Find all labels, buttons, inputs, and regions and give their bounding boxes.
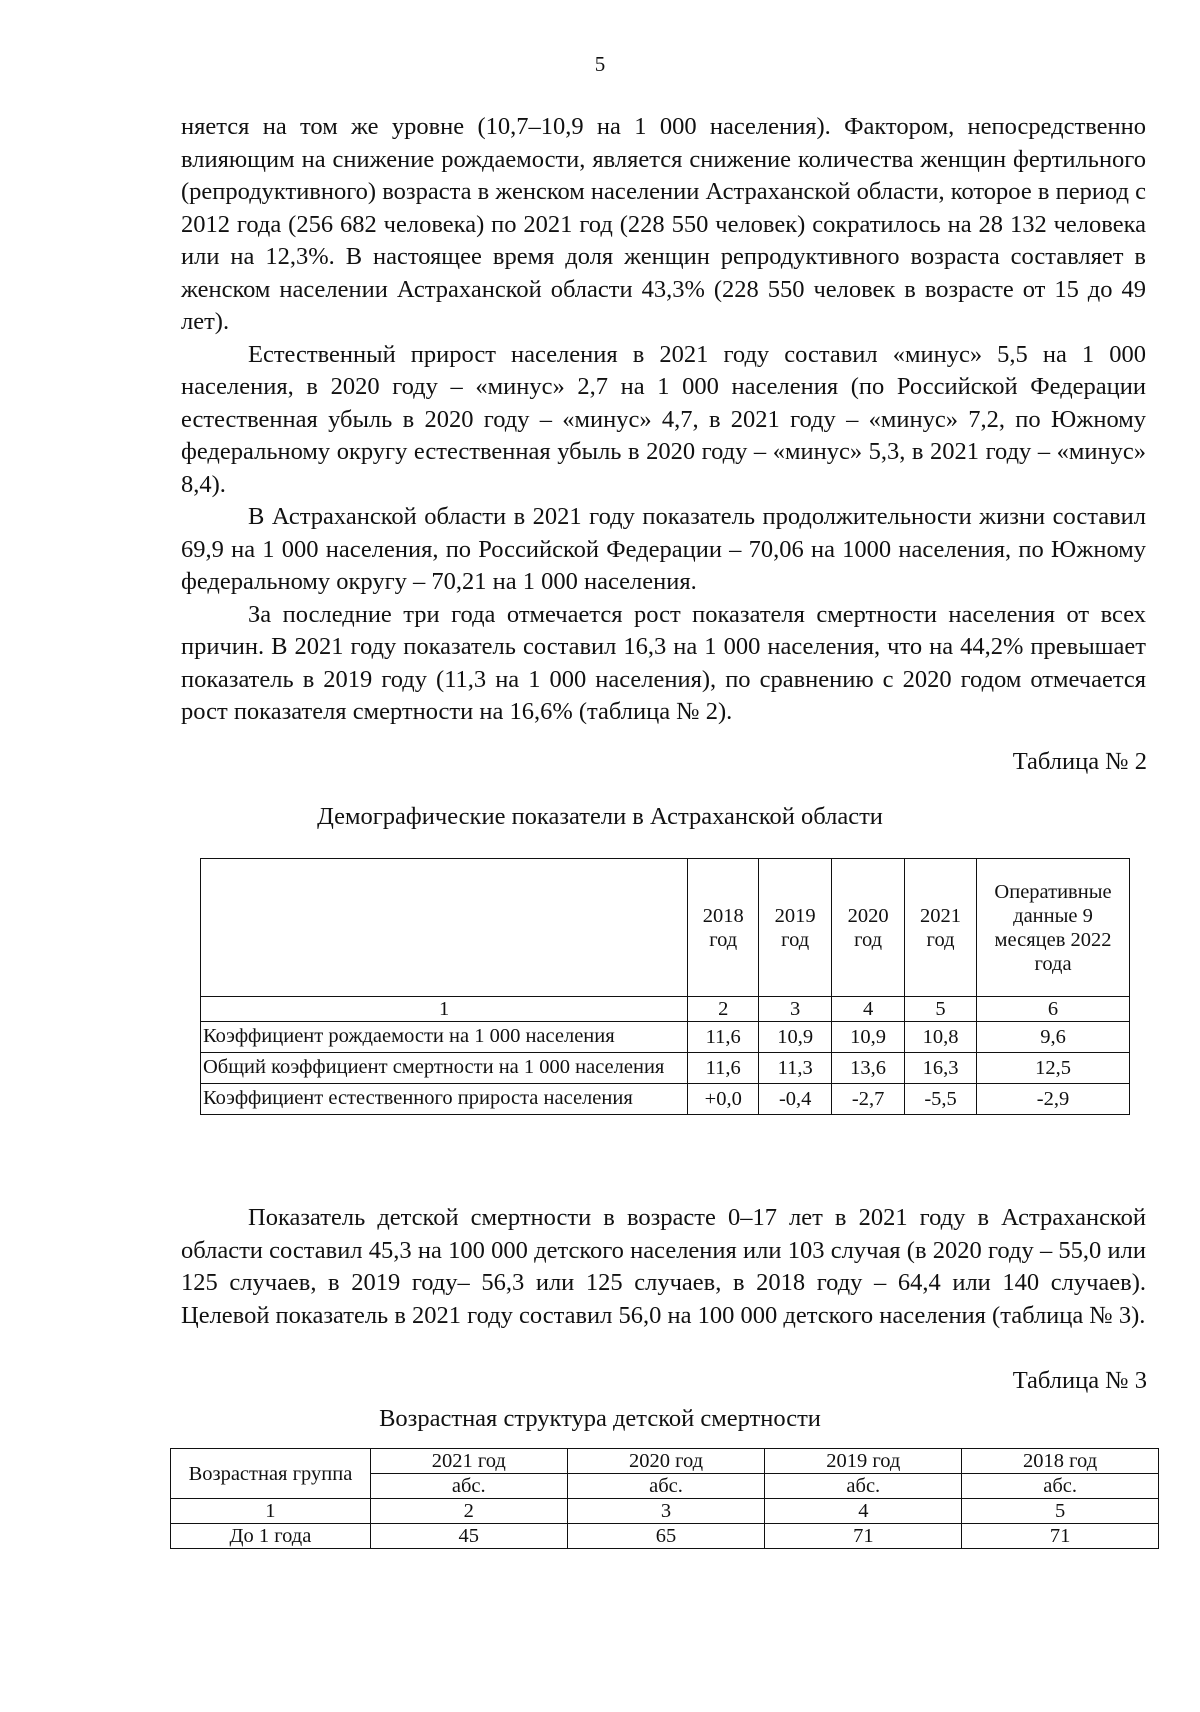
table-cell: 10,9 [832, 1022, 905, 1053]
table-cell: -2,7 [832, 1084, 905, 1115]
child-mortality-table [170, 1448, 1159, 1549]
page-number: 5 [594, 52, 606, 76]
table-3-label: Таблица № 3 [1012, 1367, 1147, 1394]
row-name-under-1-year: До 1 года [171, 1524, 371, 1549]
table-2-title: Демографические показатели в Астраханской области [317, 803, 883, 830]
column-number: 5 [905, 997, 977, 1022]
column-number: 2 [688, 997, 759, 1022]
header-cell-operative: Оперативные данные 9 месяцев 2022 года [977, 859, 1130, 997]
header-year: 2021 год [370, 1449, 567, 1474]
table-cell: 10,8 [905, 1022, 977, 1053]
paragraph: За последние три года отмечается рост показателя смертности населения от всех причин. В 2021 году показатель составил 16,3 на 1 000 населения, что на 44,2% превышает показатель в 2019 году (11,3 на 1 000 населения), по сравнению с 2020 годом отмечается рост показателя смертности на 16,6% (таблица № 2). [181, 600, 1146, 725]
table-2-label: Таблица № 2 [1012, 748, 1147, 775]
table-cell: 11,3 [759, 1053, 832, 1084]
table-row [201, 1053, 1130, 1084]
table-row [201, 1022, 1130, 1053]
table-cell: 9,6 [977, 1022, 1130, 1053]
header-cell-empty [201, 859, 688, 997]
table-row [201, 1084, 1130, 1115]
row-name-natural-growth: Коэффициент естественного прироста населения [201, 1084, 688, 1115]
row-name-birth-rate: Коэффициент рождаемости на 1 000 населения [201, 1022, 688, 1053]
table-cell: -2,9 [977, 1084, 1130, 1115]
column-number: 1 [171, 1499, 371, 1524]
header-year: 2018 год [962, 1449, 1159, 1474]
column-number-row [201, 997, 1130, 1022]
paragraph: няется на том же уровне (10,7–10,9 на 1 000 населения). Фактором, непосредственно влияющим на снижение рождаемости, является снижение количества женщин фертильного (репродуктивного) возраста в женском населении Астраханской области, которое в период с 2012 года (256 682 человека) по 2021 год (228 550 человек) сократилось на 28 132 человека или на 12,3%. В настоящее время доля женщин репродуктивного возраста составляет в женском населении Астраханской области 43,3% (228 550 человек в возрасте от 15 до 49 лет). [181, 113, 1146, 335]
column-number: 3 [759, 997, 832, 1022]
header-abs: абс. [567, 1474, 765, 1499]
table-header-row [201, 859, 1130, 997]
column-number: 4 [832, 997, 905, 1022]
table-row [171, 1524, 1159, 1549]
column-number: 2 [370, 1499, 567, 1524]
table-cell: 12,5 [977, 1053, 1130, 1084]
table-cell: 71 [765, 1524, 962, 1549]
header-cell-2019: 2019 год [759, 859, 832, 997]
table-cell: 65 [567, 1524, 765, 1549]
header-cell-2018: 2018 год [688, 859, 759, 997]
body-text-bottom [181, 1202, 1146, 1332]
column-number-row [171, 1499, 1159, 1524]
table-cell: -5,5 [905, 1084, 977, 1115]
table-cell: 11,6 [688, 1053, 759, 1084]
demographic-table [200, 858, 1130, 1115]
header-year: 2020 год [567, 1449, 765, 1474]
table-cell: 45 [370, 1524, 567, 1549]
paragraph: Показатель детской смертности в возрасте 0–17 лет в 2021 году в Астраханской области составил 45,3 на 100 000 детского населения или 103 случая (в 2020 году – 55,0 или 125 случаев, в 2019 году– 56,3 или 125 случаев, в 2018 году – 64,4 или 140 случаев). Целевой показатель в 2021 году составил 56,0 на 100 000 детского населения (таблица № 3). [181, 1204, 1146, 1329]
table-3-title: Возрастная структура детской смертности [379, 1405, 821, 1432]
column-number: 6 [977, 997, 1130, 1022]
table-cell: +0,0 [688, 1084, 759, 1115]
table-cell: 16,3 [905, 1053, 977, 1084]
paragraph: В Астраханской области в 2021 году показатель продолжительности жизни составил 69,9 на 1 000 населения, по Российской Федерации – 70,06 на 1000 населения, по Южному федеральному округу – 70,21 на 1 000 населения. [181, 503, 1146, 595]
column-number: 4 [765, 1499, 962, 1524]
column-number: 3 [567, 1499, 765, 1524]
table-cell: 13,6 [832, 1053, 905, 1084]
header-cell-2020: 2020 год [832, 859, 905, 997]
table-cell: 11,6 [688, 1022, 759, 1053]
table-header-row [171, 1449, 1159, 1474]
table-cell: -0,4 [759, 1084, 832, 1115]
header-abs: абс. [962, 1474, 1159, 1499]
header-abs: абс. [765, 1474, 962, 1499]
header-age-group: Возрастная группа [171, 1449, 371, 1499]
paragraph: Естественный прирост населения в 2021 году составил «минус» 5,5 на 1 000 населения, в 2020 году – «минус» 2,7 на 1 000 населения (по Российской Федерации естественная убыль в 2020 году – «минус» 4,7, в 2021 году – «минус» 7,2, по Южному федеральному округу естественная убыль в 2020 году – «минус» 5,3, в 2021 году – «минус» 8,4). [181, 340, 1146, 498]
table-cell: 71 [962, 1524, 1159, 1549]
header-year: 2019 год [765, 1449, 962, 1474]
header-abs: абс. [370, 1474, 567, 1499]
table-cell: 10,9 [759, 1022, 832, 1053]
column-number: 5 [962, 1499, 1159, 1524]
column-number: 1 [201, 997, 688, 1022]
row-name-mortality-rate: Общий коэффициент смертности на 1 000 населения [201, 1053, 688, 1084]
body-text-top [181, 111, 1146, 729]
header-cell-2021: 2021 год [905, 859, 977, 997]
